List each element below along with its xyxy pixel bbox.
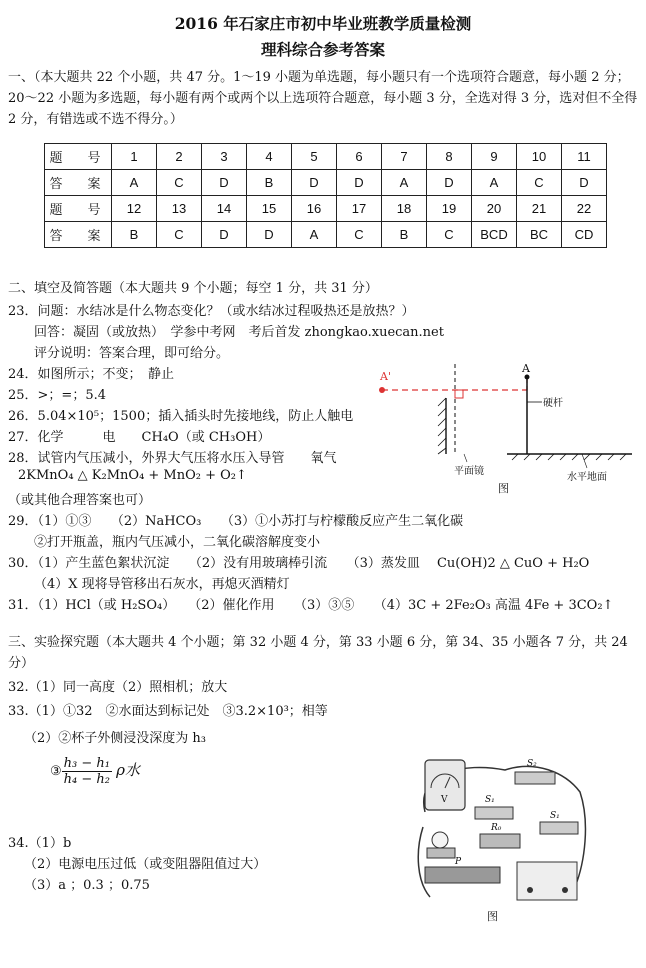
page-subtitle: 理科综合参考答案 bbox=[260, 40, 385, 59]
switch-s2 bbox=[515, 772, 555, 784]
bulb-base bbox=[427, 848, 455, 858]
label-a: A bbox=[522, 362, 530, 375]
table-cell: C bbox=[157, 222, 202, 248]
right-angle-mark bbox=[455, 390, 463, 398]
label-rod: 硬杆 bbox=[543, 398, 563, 409]
header-cell: 题 号 bbox=[45, 196, 112, 222]
formula-denominator: h₄ − h₂ bbox=[63, 772, 110, 787]
table-cell: A bbox=[112, 170, 157, 196]
image-point bbox=[379, 387, 385, 393]
label-s1: S₁ bbox=[485, 795, 495, 805]
table-cell: 18 bbox=[382, 196, 427, 222]
table-cell: 5 bbox=[292, 144, 337, 170]
table-cell: 14 bbox=[202, 196, 247, 222]
wire-left bbox=[418, 827, 430, 897]
q34-answer-cont2: （3）a ；0.3 ；0.75 bbox=[24, 878, 150, 893]
table-cell: A bbox=[292, 222, 337, 248]
table-cell: 19 bbox=[427, 196, 472, 222]
section2-intro: 二、填空及简答题（本大题共 9 个小题；每空 1 分，共 31 分） bbox=[8, 281, 378, 296]
table-cell: 6 bbox=[337, 144, 382, 170]
q33-answer: 33.（1）①32 ②水面达到标记处 ③3.2×10³；相等 bbox=[8, 704, 328, 719]
table-cell: 11 bbox=[562, 144, 607, 170]
q33-answer-cont: （2）②杯子外侧浸没深度为 h₃ bbox=[24, 731, 206, 746]
page-title: 2016 年石家庄市初中毕业班教学质量检测 bbox=[174, 14, 472, 33]
mirror-hatch bbox=[438, 398, 446, 454]
q27-answer: 27．化学 电 CH₄O（或 CH₃OH） bbox=[8, 430, 271, 445]
table-cell: C bbox=[427, 222, 472, 248]
table-cell: 7 bbox=[382, 144, 427, 170]
q33-formula bbox=[50, 756, 140, 787]
q23-note: 评分说明：答案合理，即可给分。 bbox=[34, 346, 230, 361]
table-cell: D bbox=[562, 170, 607, 196]
q29-answer-cont: ②打开瓶盖，瓶内气压减小，二氧化碳溶解度变小 bbox=[34, 535, 321, 550]
table-row bbox=[45, 222, 607, 248]
q28-answer: 28．试管内气压减小，外界大气压将水压入导管 氧气 bbox=[8, 451, 337, 466]
q32-answer: 32.（1）同一高度（2）照相机；放大 bbox=[8, 680, 228, 695]
ground-hatch bbox=[512, 454, 626, 460]
switch-s3 bbox=[540, 822, 578, 834]
table-cell: 9 bbox=[472, 144, 517, 170]
circuit-diagram bbox=[405, 752, 595, 932]
header-cell: 题 号 bbox=[45, 144, 112, 170]
table-cell: 8 bbox=[427, 144, 472, 170]
q30-answer: 30．（1）产生蓝色絮状沉淀 （2）没有用玻璃棒引流 （3）蒸发皿 Cu(OH)2 △ CuO + H₂O bbox=[8, 556, 590, 571]
table-cell: 16 bbox=[292, 196, 337, 222]
table-cell: C bbox=[157, 170, 202, 196]
q30-answer-cont: （4）X 现将导管移出石灰水，再熄灭酒精灯 bbox=[34, 577, 290, 592]
table-cell: 4 bbox=[247, 144, 292, 170]
table-cell: D bbox=[337, 170, 382, 196]
figure-caption: 图 bbox=[498, 482, 509, 495]
figure-caption: 图 bbox=[487, 910, 498, 923]
table-cell: 22 bbox=[562, 196, 607, 222]
table-cell: C bbox=[517, 170, 562, 196]
rheostat bbox=[425, 867, 500, 883]
header-cell: 答 案 bbox=[45, 170, 112, 196]
table-cell: BC bbox=[517, 222, 562, 248]
table-row bbox=[45, 196, 607, 222]
section3-intro: 三、实验探究题（本大题共 4 个小题；第 32 小题 4 分，第 33 小题 6 分，第 34、35 小题各 7 分，共 24 分） bbox=[8, 635, 628, 671]
table-row bbox=[45, 144, 607, 170]
table-cell: 15 bbox=[247, 196, 292, 222]
table-cell: 17 bbox=[337, 196, 382, 222]
label-r0: R₀ bbox=[491, 823, 502, 833]
mirror-diagram bbox=[372, 362, 638, 496]
table-cell: A bbox=[382, 170, 427, 196]
q34-answer: 34.（1）b bbox=[8, 836, 72, 851]
formula-rho: ρ水 bbox=[116, 761, 140, 779]
table-cell: 10 bbox=[517, 144, 562, 170]
section1-intro: 一、（本大题共 22 个小题，共 47 分。1～19 小题为单选题，每小题只有一个选项符合题意，每小题 2 分；20～22 小题为多选题，每小题有两个或两个以上选项符合题意，每小题 3 分，全选对得 3 分，选对但不全得 2 分，有错选或不选不得分。） bbox=[8, 70, 638, 127]
table-cell: B bbox=[112, 222, 157, 248]
table-cell: BCD bbox=[472, 222, 517, 248]
table-cell: D bbox=[202, 170, 247, 196]
table-cell: D bbox=[247, 222, 292, 248]
formula-prefix: ③ bbox=[50, 764, 62, 779]
table-cell: 20 bbox=[472, 196, 517, 222]
label-s2: S₂ bbox=[527, 759, 537, 769]
switch-s1 bbox=[475, 807, 513, 819]
table-cell: C bbox=[337, 222, 382, 248]
table-cell: B bbox=[247, 170, 292, 196]
table-cell: 12 bbox=[112, 196, 157, 222]
q26-answer: 26．5.04×10⁵；1500；插入插头时先接地线，防止人触电 bbox=[8, 409, 354, 424]
answer-table bbox=[44, 143, 607, 248]
q24-answer: 24．如图所示；不变； 静止 bbox=[8, 367, 175, 382]
q25-answer: 25．>；=；5.4 bbox=[8, 388, 107, 403]
formula-numerator: h₃ − h₁ bbox=[63, 756, 110, 771]
table-row bbox=[45, 170, 607, 196]
resistor-r0 bbox=[480, 834, 520, 848]
label-a-prime: A' bbox=[380, 370, 391, 383]
table-cell: 3 bbox=[202, 144, 247, 170]
q23-question: 23．问题：水结冰是什么物态变化？（或水结冰过程吸热还是放热？） bbox=[8, 304, 415, 319]
header-cell: 答 案 bbox=[45, 222, 112, 248]
table-cell: 1 bbox=[112, 144, 157, 170]
table-cell: B bbox=[382, 222, 427, 248]
formula-fraction bbox=[62, 756, 112, 787]
table-cell: D bbox=[202, 222, 247, 248]
label-mirror: 平面镜 bbox=[454, 466, 484, 477]
q23-answer: 回答：凝固（或放热） 学参中考网 考后首发 zhongkao.xuecan.net bbox=[34, 325, 444, 340]
table-cell: D bbox=[292, 170, 337, 196]
table-cell: A bbox=[472, 170, 517, 196]
q28-equation: 2KMnO₄ △ K₂MnO₄ + MnO₂ + O₂↑ bbox=[18, 468, 247, 483]
power-supply bbox=[517, 862, 577, 900]
label-p: P bbox=[455, 857, 462, 867]
table-cell: 21 bbox=[517, 196, 562, 222]
q34-answer-cont: （2）电源电压过低（或变阻器阻值过大） bbox=[24, 857, 267, 872]
table-cell: CD bbox=[562, 222, 607, 248]
table-cell: D bbox=[427, 170, 472, 196]
q28-note: （或其他合理答案也可） bbox=[8, 493, 152, 508]
q29-answer: 29．（1）①③ （2）NaHCO₃ （3）①小苏打与柠檬酸反应产生二氧化碳 bbox=[8, 514, 464, 529]
q31-answer: 31．（1）HCl（或 H₂SO₄） （2）催化作用 （3）③⑤ （4）3C + 2Fe₂O₃ 高温 4Fe + 3CO₂↑ bbox=[8, 598, 614, 613]
table-cell: 2 bbox=[157, 144, 202, 170]
table-cell: 13 bbox=[157, 196, 202, 222]
label-v: V bbox=[441, 795, 448, 805]
bulb bbox=[432, 832, 448, 848]
label-ground: 水平地面 bbox=[567, 472, 607, 483]
label-s3: S₁ bbox=[550, 811, 560, 821]
